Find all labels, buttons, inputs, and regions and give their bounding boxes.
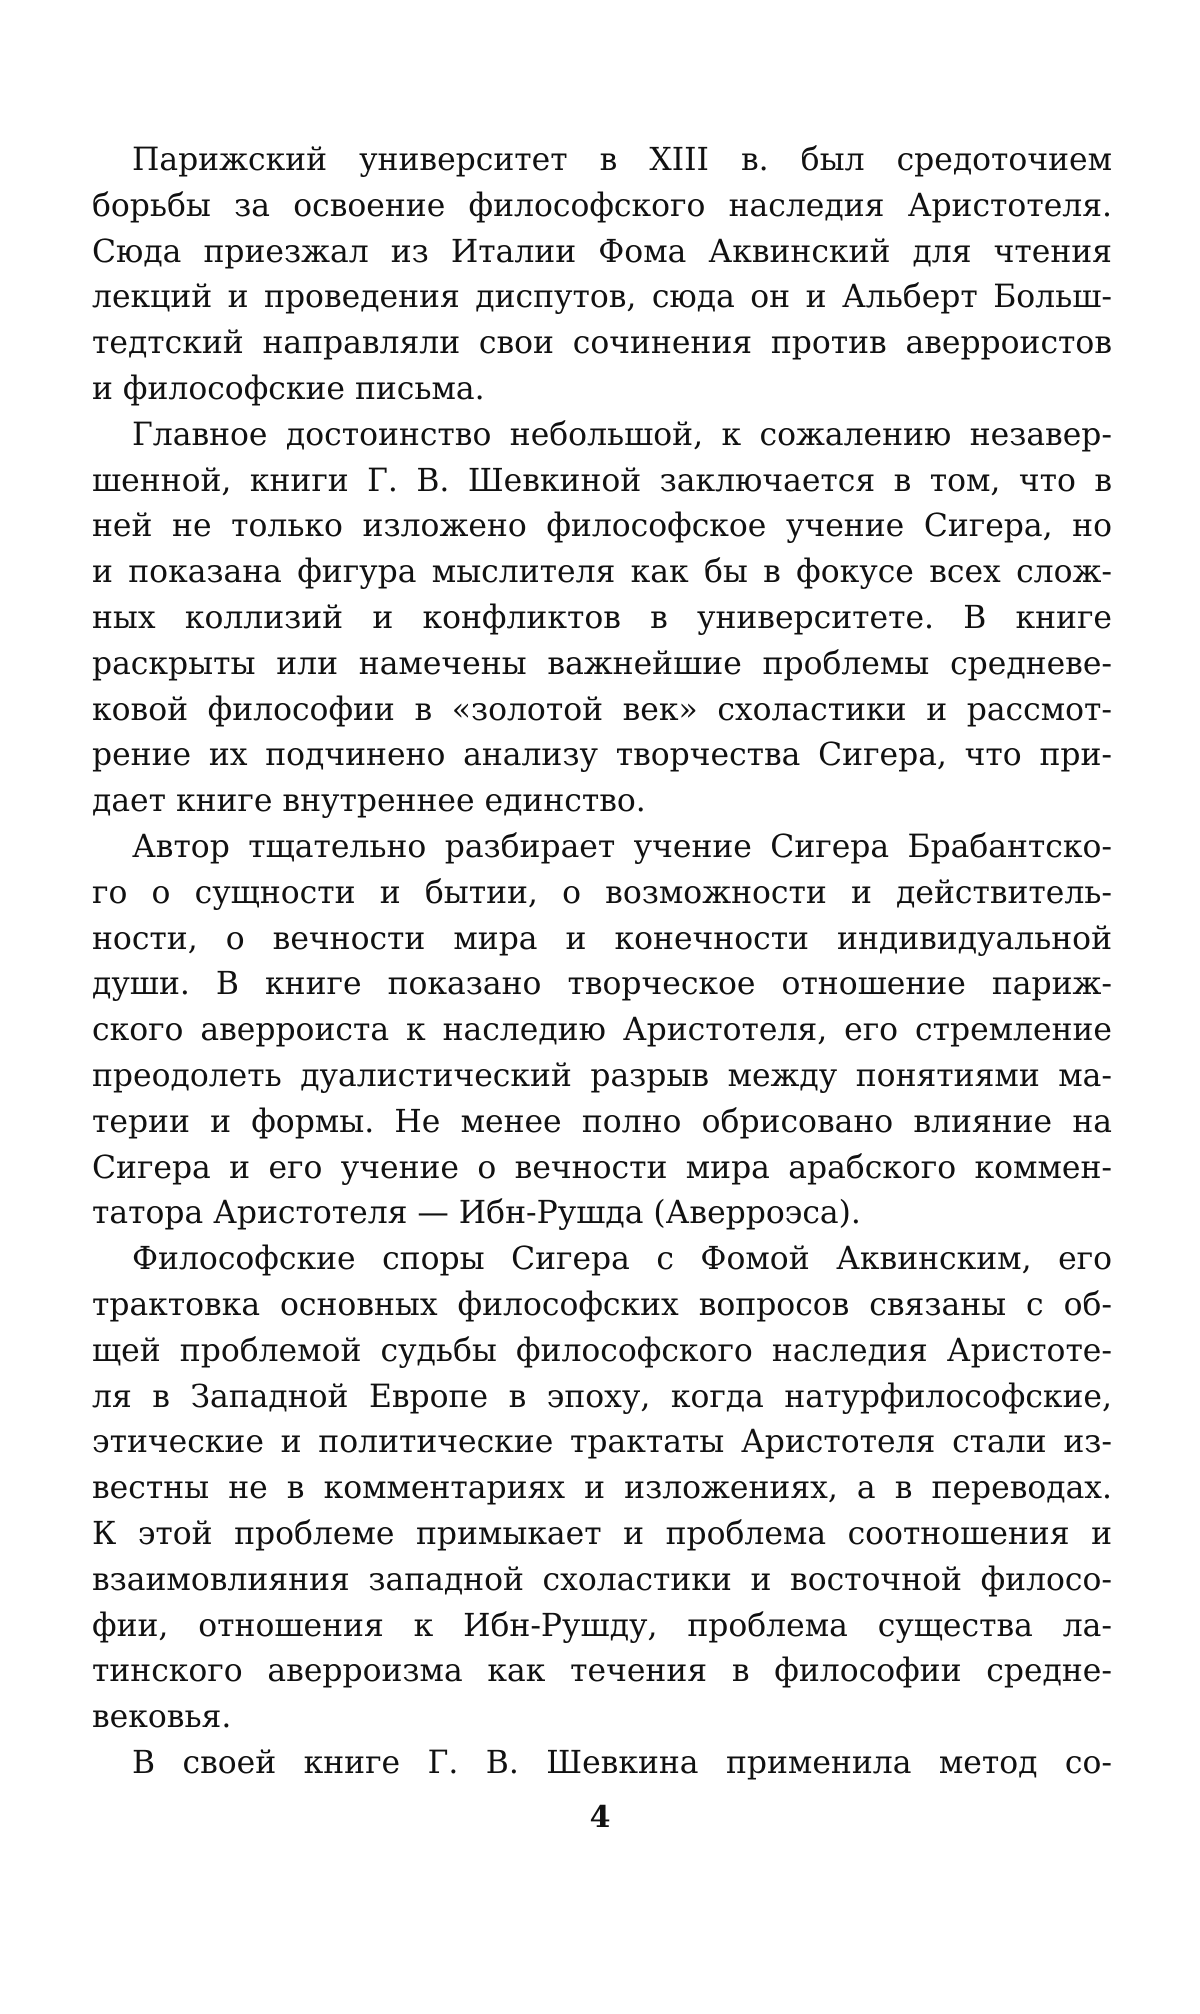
text-line: лекций и проведения диспутов, сюда он и Альберт Больш- xyxy=(92,279,1112,316)
text-line: Философские споры Сигера с Фомой Аквинским, его xyxy=(132,1241,1112,1278)
text-line: дает книге внутреннее единство. xyxy=(92,783,646,820)
text-line: Парижский университет в XIII в. был средоточием xyxy=(132,142,1112,178)
text-line: трактовка основных философских вопросов связаны с об- xyxy=(92,1286,1112,1323)
text-line: В своей книге Г. В. Шевкина применила метод со- xyxy=(132,1744,1112,1781)
text-line: души. В книге показано творческое отношение париж- xyxy=(92,966,1112,1003)
text-line: Главное достоинство небольшой, к сожалению незавер- xyxy=(132,416,1112,453)
paragraph xyxy=(92,1237,1112,1741)
paragraph xyxy=(92,825,1112,1237)
text-line: ского аверроиста к наследию Аристотеля, его стремление xyxy=(92,1012,1112,1049)
text-line: тинского аверроизма как течения в философии средне- xyxy=(92,1653,1112,1690)
text-line: ней не только изложено философское учение Сигера, но xyxy=(92,508,1112,545)
text-line: этические и политические трактаты Аристотеля стали из- xyxy=(92,1424,1112,1461)
page-number: 4 xyxy=(589,1800,611,1835)
text-line: ковой философии в «золотой век» схоластики и рассмот- xyxy=(92,691,1112,728)
paragraph xyxy=(92,413,1112,825)
text-line: го о сущности и бытии, о возможности и действитель- xyxy=(92,874,1112,911)
text-line: татора Аристотеля — Ибн-Рушда (Аверроэса). xyxy=(92,1195,861,1232)
text-line: ных коллизий и конфликтов в университете. В книге xyxy=(92,599,1112,636)
text-line: борьбы за освоение философского наследия Аристотеля. xyxy=(92,187,1112,224)
text-line: Сигера и его учение о вечности мира арабского коммен- xyxy=(92,1149,1112,1186)
text-line: тедтский направляли свои сочинения против аверроистов xyxy=(92,325,1112,362)
text-line: и философские письма. xyxy=(92,370,485,407)
text-line: рение их подчинено анализу творчества Сигера, что при- xyxy=(92,737,1112,774)
text-line: преодолеть дуалистический разрыв между понятиями ма- xyxy=(92,1057,1112,1094)
text-line: терии и формы. Не менее полно обрисовано влияние на xyxy=(92,1103,1112,1140)
text-line: К этой проблеме примыкает и проблема соотношения и xyxy=(92,1515,1112,1552)
text-line: и показана фигура мыслителя как бы в фокусе всех слож- xyxy=(92,554,1112,591)
text-line: щей проблемой судьбы философского наследия Аристоте- xyxy=(92,1332,1112,1369)
text-line: ности, о вечности мира и конечности индивидуальной xyxy=(92,920,1112,957)
text-line: раскрыты или намечены важнейшие проблемы средневе- xyxy=(92,645,1112,682)
text-line: ля в Западной Европе в эпоху, когда натурфилософские, xyxy=(92,1378,1112,1415)
text-line: шенной, книги Г. В. Шевкиной заключается в том, что в xyxy=(92,462,1112,499)
paragraph xyxy=(92,1741,1112,1787)
text-line: вековья. xyxy=(92,1699,232,1736)
text-line: взаимовлияния западной схоластики и восточной филосо- xyxy=(92,1561,1112,1598)
body-text xyxy=(92,138,1112,1787)
paragraph xyxy=(92,138,1112,413)
text-line: вестны не в комментариях и изложениях, а в переводах. xyxy=(92,1470,1112,1507)
text-line: Автор тщательно разбирает учение Сигера Брабантско- xyxy=(132,828,1112,865)
text-line: фии, отношения к Ибн-Рушду, проблема существа ла- xyxy=(92,1607,1112,1644)
text-line: Сюда приезжал из Италии Фома Аквинский для чтения xyxy=(92,233,1112,270)
